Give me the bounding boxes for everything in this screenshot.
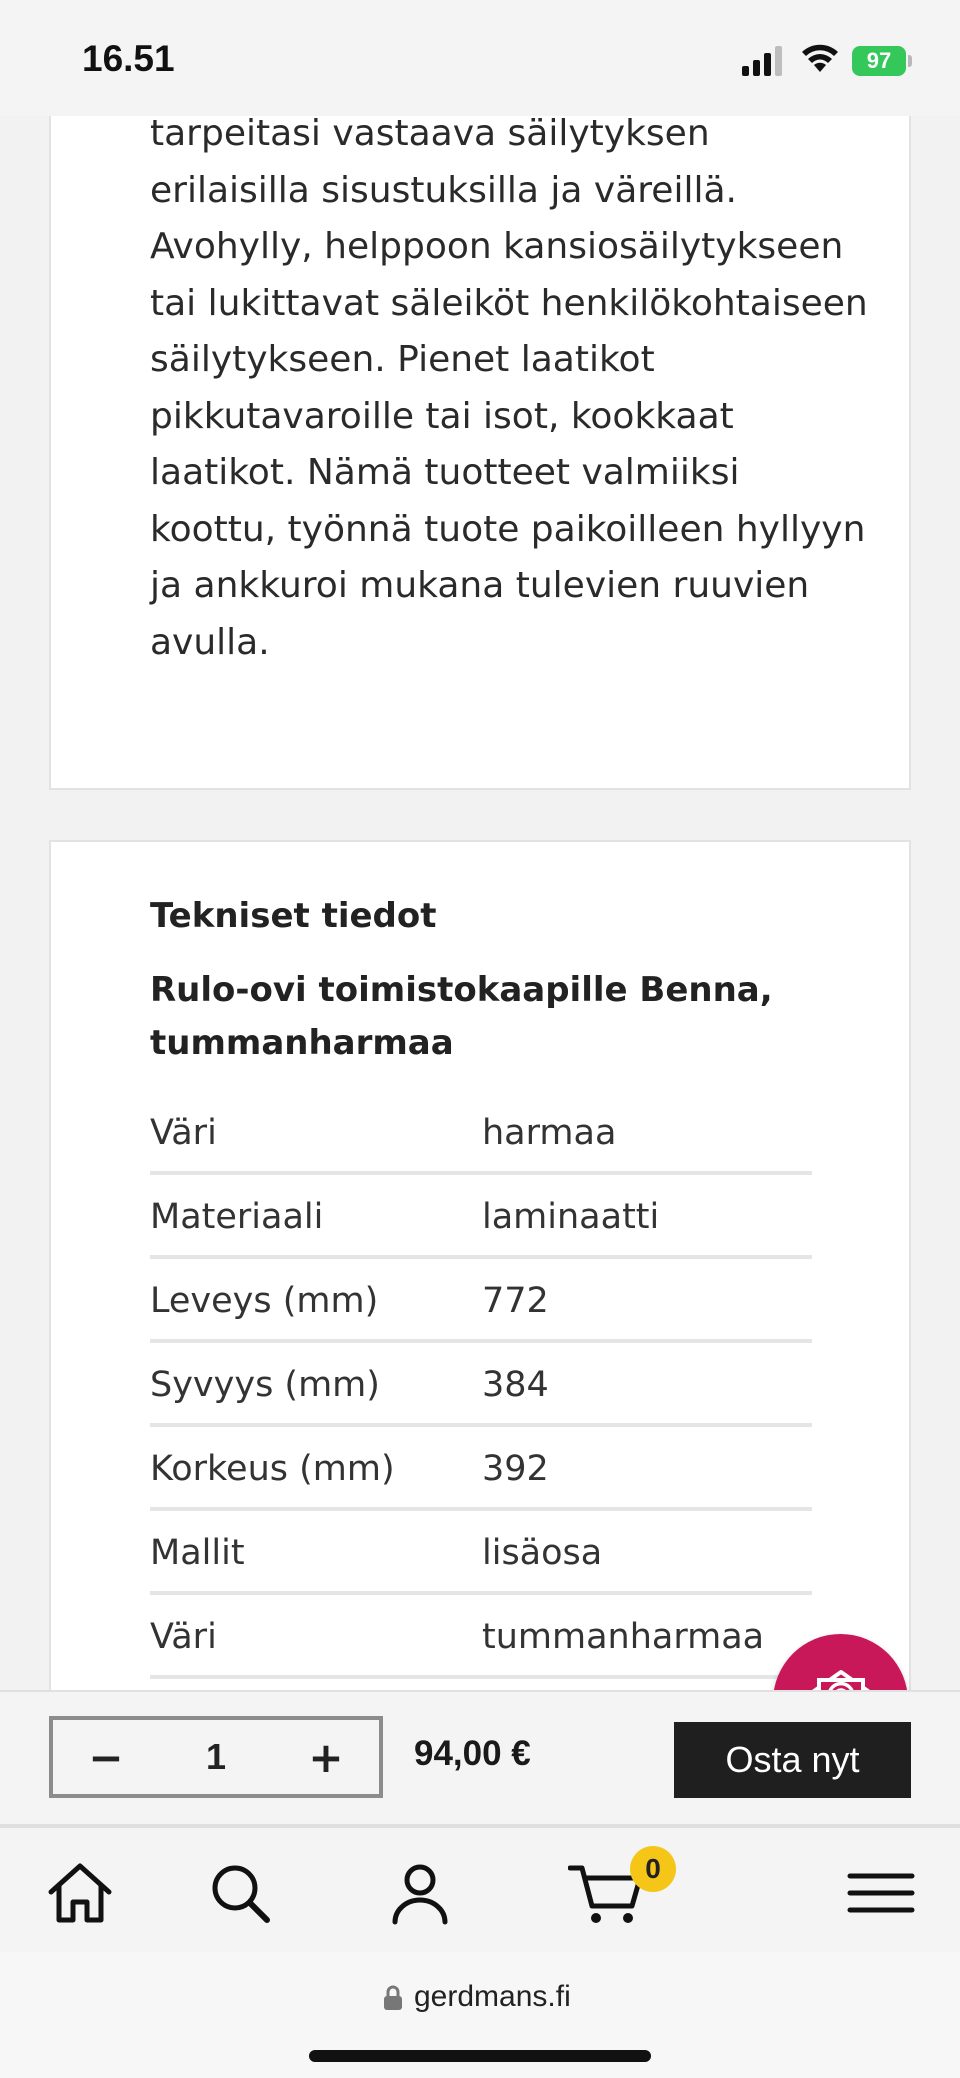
product-description: tarpeitasi vastaava säilytyksen erilaisilla sisustuksilla ja väreillä. Avohylly, helppoon kansiosäilytykseen tai lukittavat säleiköt henkilökohtaiseen säilytykseen. Pienet laatikot pikkutavaroille tai isot, kookkaat laatikot. Nämä tuotteet valmiiksi koottu, työnnä tuote paikoilleen hyllyyn ja ankkuroi mukana tulevien ruuvien avulla. [150, 116, 868, 663]
specs-product-name: Rulo-ovi toimistokaapille Benna, tummanharmaa [150, 970, 773, 1063]
spec-label: Leveys (mm) [150, 1281, 379, 1321]
spec-label: Väri [150, 1113, 217, 1153]
spec-value: 772 [482, 1281, 549, 1321]
spec-label: Materiaali [150, 1197, 324, 1237]
battery-cap [908, 55, 912, 67]
buy-now-button[interactable]: Osta nyt [674, 1722, 911, 1798]
browser-url-bar[interactable] [0, 1952, 960, 2078]
spec-label: Mallit [150, 1533, 245, 1573]
spec-value: 392 [482, 1449, 549, 1489]
spec-value: harmaa [482, 1113, 617, 1153]
bottom-navigation [0, 1824, 960, 1952]
status-time: 16.51 [82, 38, 175, 79]
cart-count-badge: 0 [630, 1846, 676, 1892]
home-icon[interactable] [45, 1858, 115, 1928]
menu-icon[interactable] [846, 1858, 916, 1928]
spec-row [150, 1175, 812, 1259]
specs-table [150, 1094, 812, 1679]
spec-value: laminaatti [482, 1197, 660, 1237]
spec-row [150, 1511, 812, 1595]
spec-row [150, 1094, 812, 1175]
status-bar [0, 0, 960, 116]
quantity-value[interactable]: 1 [205, 1736, 227, 1777]
quantity-increase-button[interactable]: + [308, 1732, 344, 1782]
spec-row [150, 1427, 812, 1511]
spec-value: tummanharmaa [482, 1617, 765, 1657]
account-icon[interactable] [385, 1858, 455, 1928]
spec-label: Korkeus (mm) [150, 1449, 395, 1489]
spec-row [150, 1259, 812, 1343]
url-text[interactable]: gerdmans.fi [414, 1980, 571, 2013]
specs-card [49, 840, 911, 1690]
spec-row [150, 1343, 812, 1427]
cellular-signal-icon [742, 46, 786, 80]
specs-heading: Tekniset tiedot [150, 896, 437, 936]
search-icon[interactable] [205, 1858, 275, 1928]
email-at-icon [799, 1660, 883, 1691]
wifi-icon [800, 42, 840, 78]
spec-label: Syvyys (mm) [150, 1365, 380, 1405]
home-indicator [309, 2050, 651, 2062]
spec-row [150, 1595, 812, 1679]
lock-icon [383, 1985, 403, 2015]
spec-value: lisäosa [482, 1533, 603, 1573]
quantity-decrease-button[interactable]: − [88, 1732, 124, 1782]
battery-icon: 97 [852, 46, 906, 76]
product-price: 94,00 € [414, 1734, 531, 1773]
spec-label: Väri [150, 1617, 217, 1657]
quantity-stepper [49, 1716, 383, 1798]
description-card [49, 116, 911, 790]
purchase-bar [0, 1690, 960, 1824]
page-content [0, 116, 960, 1690]
spec-value: 384 [482, 1365, 549, 1405]
